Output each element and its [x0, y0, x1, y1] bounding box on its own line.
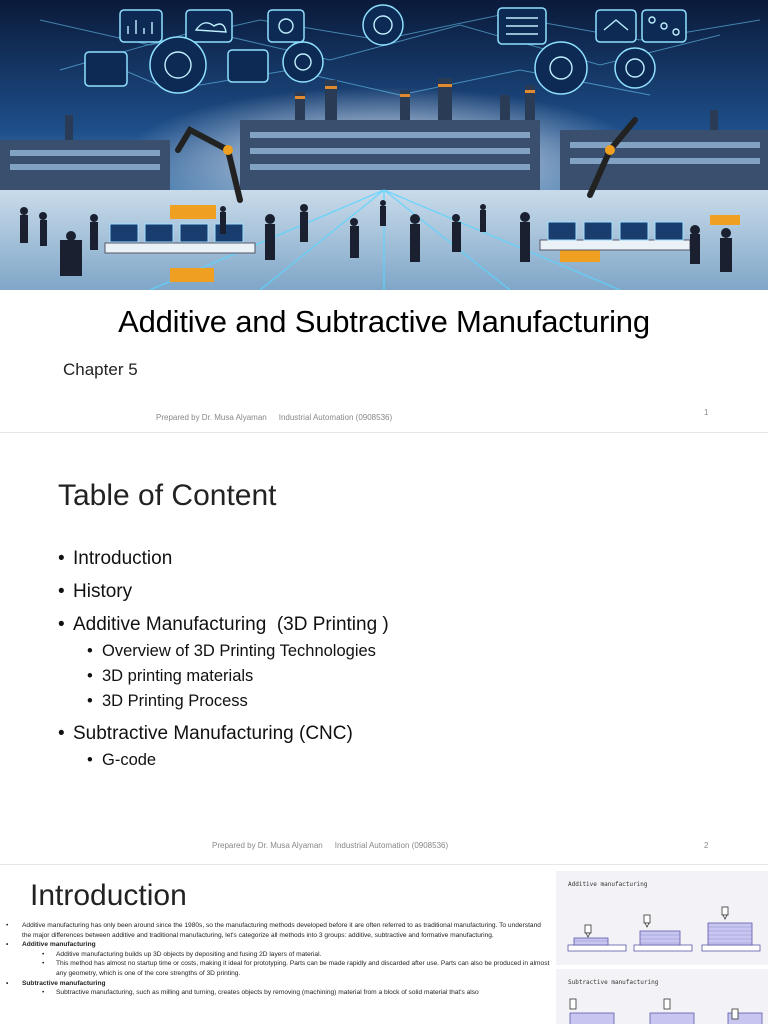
toc-subitem-gcode: • G-code	[87, 751, 157, 769]
footer-course: Industrial Automation (0908536)	[278, 413, 393, 422]
body-subbullet: • Subtractive manufacturing, such as milling and turning, creates objects by removing (machining) material from a block of solid material that's also	[6, 988, 551, 998]
subtractive-diagram-panel	[556, 969, 768, 1024]
subtractive-block-diagram	[556, 969, 768, 1024]
page-number: 1	[704, 408, 709, 417]
bullet-icon: •	[58, 723, 65, 744]
footer-course: Industrial Automation (0908536)	[334, 841, 449, 850]
additive-layers-diagram	[556, 871, 768, 965]
slide-3	[0, 864, 768, 1024]
bullet-icon: •	[58, 581, 65, 602]
body-bullet: • Additive manufacturing has only been around since the 1980s, so the manufacturing methods developed before it are often referred to as traditional manufacturing. To understand the major differences between additive and traditional manufacturing, let's categorize all methods into 3 groups: additive, subtractive and formative manufacturing.	[6, 921, 551, 940]
body-bullet-heading: • Subtractive manufacturing	[6, 979, 551, 989]
slide-footer	[156, 413, 392, 422]
slide-1	[0, 0, 768, 432]
footer-author: Prepared by Dr. Musa Alyaman	[212, 841, 323, 850]
hero-image-smart-factory	[0, 0, 768, 290]
bullet-icon: •	[87, 667, 93, 685]
page-number: 2	[704, 841, 709, 850]
slide-footer	[212, 841, 448, 850]
bullet-icon: •	[87, 751, 93, 769]
footer-author: Prepared by Dr. Musa Alyaman	[156, 413, 267, 422]
toc-subitem-overview: • Overview of 3D Printing Technologies	[87, 642, 376, 660]
body-bullet-heading: • Additive manufacturing	[6, 940, 551, 950]
hero-illustration	[0, 0, 768, 290]
toc-item-subtractive-manufacturing: • Subtractive Manufacturing (CNC)	[58, 723, 353, 744]
slide-2	[0, 432, 768, 864]
slide-subtitle: Chapter 5	[63, 360, 138, 379]
bullet-icon: •	[87, 642, 93, 660]
panel-label: Additive manufacturing	[568, 881, 648, 888]
slide-title: Table of Content	[58, 479, 277, 512]
toc-item-additive-manufacturing: • Additive Manufacturing (3D Printing )	[58, 614, 389, 635]
additive-diagram-panel	[556, 871, 768, 965]
bullet-icon: •	[58, 614, 65, 635]
panel-label: Subtractive manufacturing	[568, 979, 659, 986]
bullet-icon: •	[87, 692, 93, 710]
bullet-icon: •	[58, 548, 65, 569]
table-of-contents	[58, 549, 389, 772]
body-subbullet: • Additive manufacturing builds up 3D objects by depositing and fusing 2D layers of material.	[6, 950, 551, 960]
toc-item-introduction: • Introduction	[58, 548, 173, 569]
toc-subitem-process: • 3D Printing Process	[87, 692, 248, 710]
toc-subitem-materials: • 3D printing materials	[87, 667, 254, 685]
body-subbullet: • This method has almost no startup time or costs, making it ideal for prototyping. Parts can be made rapidly and discarded after use. Parts can also be produced in almost any geometry, which is one of the core strengths of 3D printing.	[6, 959, 551, 978]
slide-title: Additive and Subtractive Manufacturing	[118, 304, 650, 339]
slide-body-text	[6, 921, 551, 998]
toc-item-history: • History	[58, 581, 133, 602]
slide-title: Introduction	[30, 879, 187, 912]
